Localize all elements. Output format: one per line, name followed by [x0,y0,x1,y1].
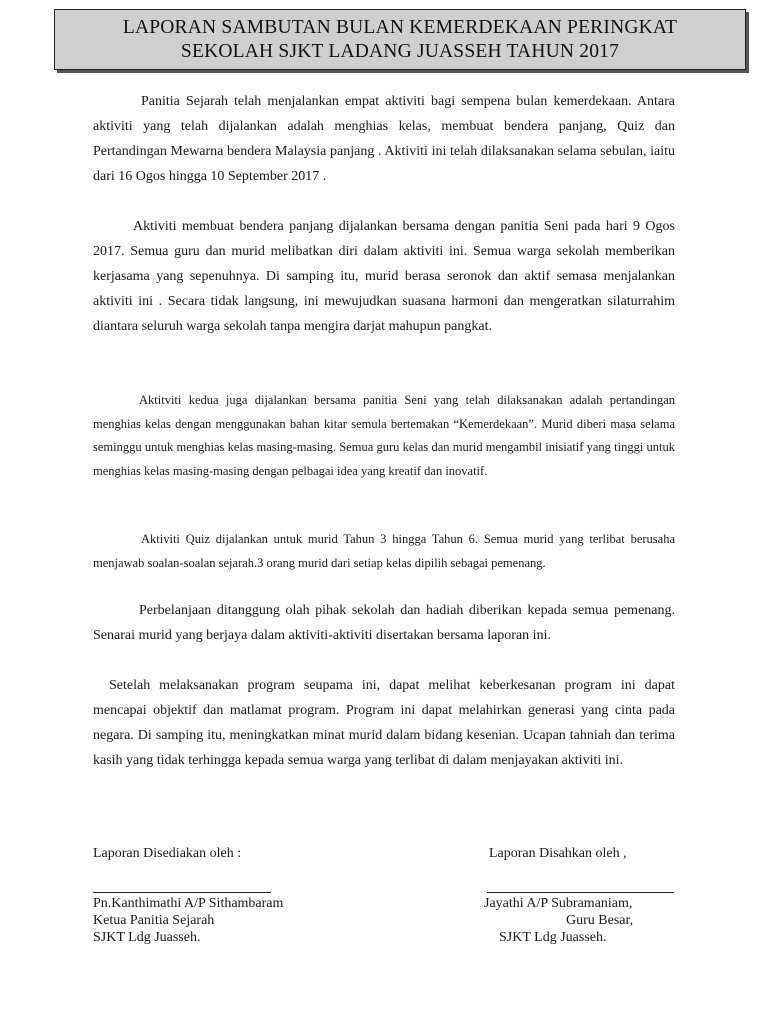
paragraph-intro: Panitia Sejarah telah menjalankan empat aktiviti bagi sempena bulan kemerdekaan. Antara aktiviti yang telah dijalankan adalah menghias kelas, membuat bendera panjang, Quiz dan Pertandingan Mewarna bendera Malaysia panjang . Aktiviti ini telah dilaksanakan selama sebulan, iaitu dari 16 Ogos hingga 10 September 2017 . [93,94,675,184]
report-title-line-1: LAPORAN SAMBUTAN BULAN KEMERDEKAAN PERINGKAT [122,17,678,38]
report-title-line-2: SEKOLAH SJKT LADANG JUASSEH TAHUN 2017 [180,41,620,62]
paragraph-bendera-panjang: Aktiviti membuat bendera panjang dijalankan bersama dengan panitia Seni pada hari 9 Ogos 2017. Semua guru dan murid melibatkan diri dalam aktiviti ini. Semua warga sekolah memberikan kerjasama yang sepenuhnya. Di samping itu, murid berasa seronok dan aktif semasa menjalankan aktiviti ini . Secara tidak langsung, ini mewujudkan suasana harmoni dan mengeratkan silaturrahim diantara seluruh warga sekolah tanpa mengira darjat mahupun pangkat. [93,219,675,334]
approver-name: Jayathi A/P Subramaniam, [484,896,633,911]
preparer-name: Pn.Kanthimathi A/P Sithambaram [93,896,284,911]
signature-line-right [487,892,674,893]
paragraph-kesimpulan: Setelah melaksanakan program seupama ini, dapat melihat keberkesanan program ini dapat mencapai objektif dan matlamat program. Program ini dapat melahirkan generasi yang cinta pada negara. Di samping itu, meningkatkan minat murid dalam bidang kesenian. Ucapan tahniah dan terima kasih yang tidak terhingga kepada semua warga yang terlibat di dalam menjayakan aktiviti ini. [93,678,675,768]
prepared-by-heading: Laporan Disediakan oleh : [93,846,242,861]
paragraph-quiz: Aktiviti Quiz dijalankan untuk murid Tahun 3 hingga Tahun 6. Semua murid yang terlibat berusaha menjawab soalan-soalan sejarah.3 orang murid dari setiap kelas dipilih sebagai pemenang. [93,532,675,570]
approved-by-heading: Laporan Disahkan oleh , [489,846,627,861]
approver-position: Guru Besar, [566,913,634,928]
approver-school: SJKT Ldg Juasseh. [499,930,607,945]
paragraph-menghias-kelas: Aktitviti kedua juga dijalankan bersama panitia Seni yang telah dilaksanakan adalah pertandingan menghias kelas dengan menggunakan bahan kitar semula bertemakan “Kemerdekaan”. Murid diberi masa selama seminggu untuk menghias kelas masing-masing. Semua guru kelas dan murid mengambil inisiatif yang tinggi untuk menghias kelas masing-masing dengan pelbagai idea yang kreatif dan inovatif. [93,393,675,478]
signature-line-left [93,892,271,893]
preparer-position: Ketua Panitia Sejarah [93,913,215,928]
report-title-box [54,9,746,70]
paragraph-perbelanjaan: Perbelanjaan ditanggung olah pihak sekolah dan hadiah diberikan kepada semua pemenang. Senarai murid yang berjaya dalam aktiviti-aktiviti disertakan bersama laporan ini. [93,603,675,643]
preparer-school: SJKT Ldg Juasseh. [93,930,201,945]
